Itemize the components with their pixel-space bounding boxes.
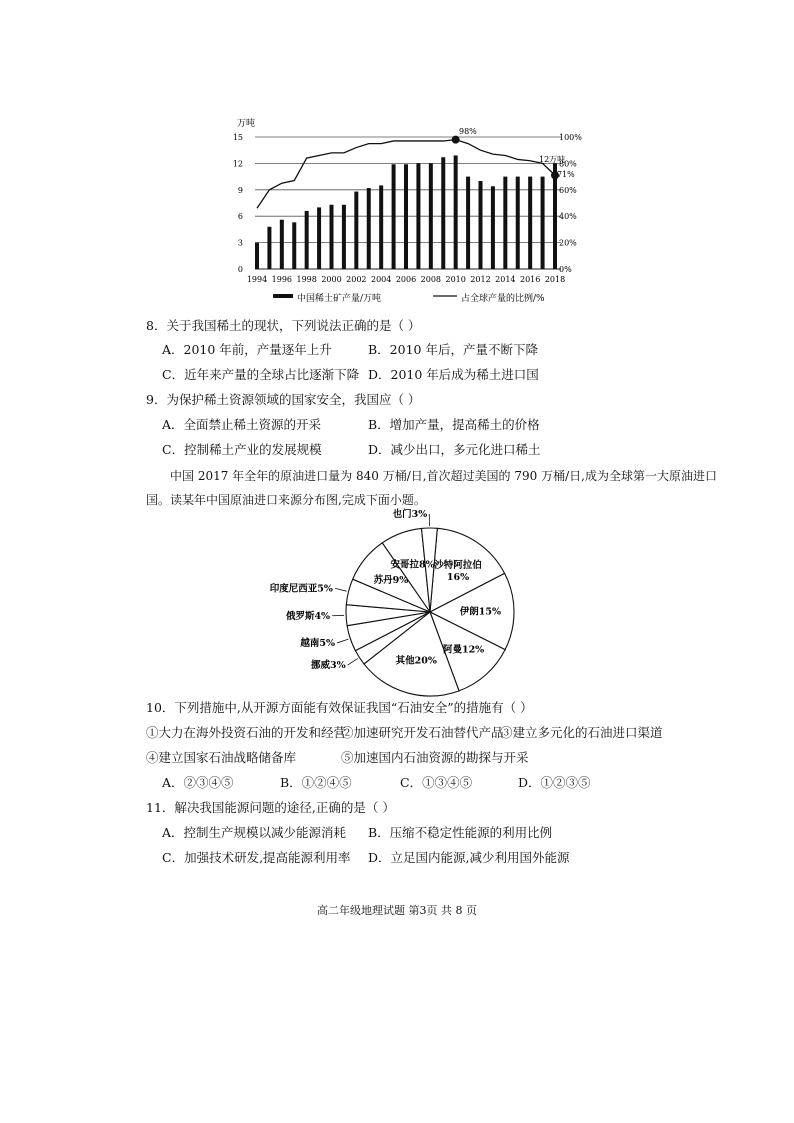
q10-item-4: ④建立国家石油战略储备库 bbox=[146, 750, 297, 765]
bar bbox=[342, 205, 346, 269]
x-tick-label: 1994 bbox=[246, 275, 268, 284]
peak-marker bbox=[452, 136, 460, 144]
last-value-annotation: 12万吨 bbox=[539, 155, 566, 164]
q10-item-5: ⑤加速国内石油资源的勘探与开采 bbox=[341, 750, 529, 765]
y-left-tick-label: 6 bbox=[237, 212, 243, 222]
bar bbox=[454, 155, 458, 269]
bar bbox=[466, 177, 470, 269]
bar bbox=[280, 220, 284, 269]
x-tick-label: 2010 bbox=[445, 275, 466, 284]
legend-bar-swatch bbox=[273, 294, 293, 298]
q10-item-1: ①大力在海外投资石油的开发和经营 bbox=[146, 725, 347, 740]
bar bbox=[491, 186, 495, 269]
question-9-stem: 9．为保护稀土资源领域的国家安全，我国应（ ） bbox=[146, 392, 421, 407]
bar bbox=[441, 157, 445, 269]
x-tick-label: 2002 bbox=[346, 275, 367, 284]
passage-line-1: 中国 2017 年全年的原油进口量为 840 万桶/日,首次超过美国的 790 万桶/日,成为全球第一大原油进口 bbox=[170, 469, 717, 483]
pie-slice-label: 印度尼西亚5% bbox=[269, 583, 333, 595]
rare-earth-chart bbox=[225, 110, 605, 310]
y-left-tick-label: 12 bbox=[232, 159, 243, 169]
q8-option-d: D．2010 年后成为稀土进口国 bbox=[368, 367, 539, 382]
bar bbox=[255, 243, 259, 269]
x-tick-label: 2008 bbox=[420, 275, 442, 284]
x-tick-label: 2006 bbox=[395, 275, 417, 284]
q11-option-b: B．压缩不稳定性能源的利用比例 bbox=[368, 825, 553, 840]
q9-option-d: D．减少出口，多元化进口稀土 bbox=[368, 442, 541, 457]
question-8-stem: 8．关于我国稀土的现状，下列说法正确的是（ ） bbox=[146, 318, 421, 333]
page-footer: 高二年级地理试题 第3页 共 8 页 bbox=[317, 904, 477, 917]
bar bbox=[404, 164, 408, 269]
question-10-stem: 10．下列措施中,从开源方面能有效保证我国“石油安全”的措施有（ ） bbox=[146, 700, 533, 715]
pie-slice-label: 安哥拉8% bbox=[390, 559, 435, 571]
bar bbox=[503, 177, 507, 269]
x-tick-label: 1996 bbox=[271, 275, 293, 284]
q8-option-a: A．2010 年前，产量逐年上升 bbox=[162, 342, 332, 357]
legend-bar-label: 中国稀土矿产量/万吨 bbox=[297, 294, 382, 304]
q11-option-a: A．控制生产规模以减少能源消耗 bbox=[162, 825, 347, 840]
bar bbox=[330, 205, 334, 269]
q10-item-3: ③建立多元化的石油进口渠道 bbox=[500, 725, 663, 740]
x-tick-label: 2000 bbox=[321, 275, 342, 284]
y-left-tick-label: 15 bbox=[232, 133, 243, 142]
bar bbox=[516, 177, 520, 269]
q10-item-2: ②加速研究开发石油替代产品 bbox=[341, 725, 504, 740]
bar bbox=[292, 222, 296, 269]
q9-option-a: A．全面禁止稀土资源的开采 bbox=[162, 417, 322, 432]
x-tick-label: 2004 bbox=[370, 275, 392, 284]
bar bbox=[392, 164, 396, 269]
bar bbox=[379, 185, 383, 269]
q9-option-c: C．控制稀土产业的发展规模 bbox=[162, 442, 322, 457]
question-11-stem: 11．解决我国能源问题的途径,正确的是（ ） bbox=[146, 800, 395, 815]
bar bbox=[429, 163, 433, 269]
q10-option-c: C．①③④⑤ bbox=[400, 775, 473, 790]
bar-series bbox=[255, 155, 557, 269]
pie-slice-label: 也门3% bbox=[392, 509, 428, 521]
pie-slice-label: 阿曼12% bbox=[442, 644, 485, 656]
oil-import-pie-chart bbox=[269, 509, 530, 674]
pie-leader-line bbox=[337, 639, 348, 643]
bar bbox=[416, 163, 420, 269]
pie-leader-line bbox=[348, 659, 358, 666]
q8-option-b: B．2010 年后，产量不断下降 bbox=[368, 342, 538, 357]
bar bbox=[528, 177, 532, 269]
pie-slice-label: 其他20% bbox=[395, 655, 437, 667]
y-right-tick-label: 0% bbox=[559, 265, 572, 274]
q10-option-d: D．①②③⑤ bbox=[518, 775, 591, 790]
bar bbox=[317, 207, 321, 269]
pie-slice-label: 沙特阿拉伯 bbox=[434, 560, 482, 572]
x-tick-label: 2012 bbox=[470, 275, 491, 284]
peak-annotation: 98% bbox=[459, 127, 477, 136]
bar bbox=[267, 227, 271, 269]
bar bbox=[354, 192, 358, 269]
pie-slice-label: 挪威3% bbox=[310, 660, 346, 672]
q10-option-b: B．①②④⑤ bbox=[280, 775, 352, 790]
pie-slice-label: 苏丹9% bbox=[373, 575, 409, 587]
q9-option-b: B．增加产量，提高稀土的价格 bbox=[368, 417, 540, 432]
x-tick-label: 2018 bbox=[544, 275, 566, 284]
q10-option-a: A．②③④⑤ bbox=[162, 775, 234, 790]
pie-slice-pct: 16% bbox=[446, 572, 470, 584]
pie-leader-line bbox=[335, 588, 347, 591]
y-left-tick-label: 3 bbox=[237, 238, 243, 248]
bar bbox=[367, 188, 371, 269]
pie-slice-label: 俄罗斯4% bbox=[285, 610, 331, 622]
y-axis-label: 万吨 bbox=[237, 119, 256, 129]
pie-slice-label: 伊朗15% bbox=[459, 606, 502, 618]
legend-line-label: 占全球产量的比例/% bbox=[461, 294, 545, 304]
y-left-tick-label: 9 bbox=[237, 185, 243, 195]
y-right-tick-label: 20% bbox=[559, 238, 577, 248]
y-right-tick-label: 40% bbox=[559, 212, 577, 222]
bar bbox=[479, 181, 483, 269]
passage-line-2: 国。读某年中国原油进口来源分布图,完成下面小题。 bbox=[146, 493, 426, 507]
x-tick-label: 1998 bbox=[296, 275, 317, 284]
y-left-tick-label: 0 bbox=[237, 265, 243, 274]
pie-slice-label: 越南5% bbox=[300, 637, 336, 649]
q8-option-c: C．近年来产量的全球占比逐渐下降 bbox=[162, 367, 360, 382]
q11-option-d: D．立足国内能源,减少利用国外能源 bbox=[368, 850, 570, 865]
y-right-tick-label: 60% bbox=[559, 185, 577, 195]
x-tick-label: 2016 bbox=[519, 275, 541, 284]
bar bbox=[305, 211, 309, 269]
last-ratio-annotation: 71% bbox=[557, 170, 575, 179]
q11-option-c: C．加强技术研发,提高能源利用率 bbox=[162, 850, 351, 865]
bar bbox=[541, 177, 545, 269]
x-tick-label: 2014 bbox=[495, 275, 516, 284]
y-right-tick-label: 80% bbox=[559, 159, 577, 169]
y-right-tick-label: 100% bbox=[559, 133, 582, 142]
